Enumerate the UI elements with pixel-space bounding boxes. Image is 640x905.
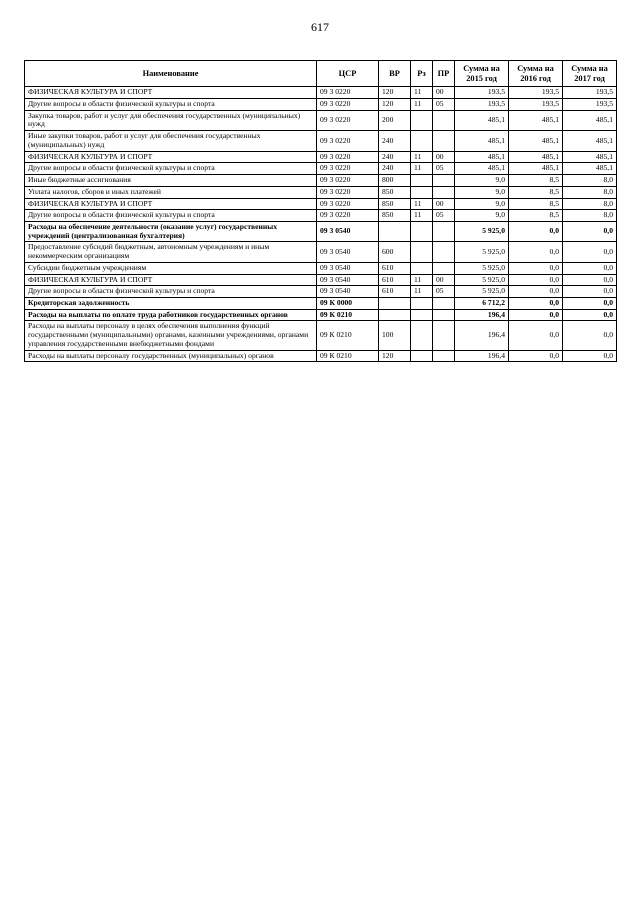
cell-rz <box>411 262 433 274</box>
cell-sum2015: 196,4 <box>455 309 509 321</box>
cell-vr: 850 <box>379 210 411 222</box>
table-header-row <box>25 61 617 87</box>
cell-name: Иные бюджетные ассигнования <box>25 175 317 187</box>
cell-sum2016: 193,5 <box>509 87 563 99</box>
cell-rz <box>411 186 433 198</box>
cell-sum2016: 0,0 <box>509 262 563 274</box>
cell-sum2016: 485,1 <box>509 163 563 175</box>
table-row <box>25 286 617 298</box>
cell-sum2015: 485,1 <box>455 163 509 175</box>
cell-vr: 850 <box>379 198 411 210</box>
cell-pr: 05 <box>433 210 455 222</box>
cell-rz: 11 <box>411 286 433 298</box>
cell-name: Расходы на выплаты персоналу в целях обеспечения выполнения функций государственными (муниципальными) органами, казенными учреждениями, органами управления государственными внебюджетными фондами <box>25 321 317 350</box>
cell-csr: 09 3 0220 <box>317 186 379 198</box>
cell-vr: 120 <box>379 99 411 111</box>
cell-sum2016: 8,5 <box>509 210 563 222</box>
table-row <box>25 242 617 262</box>
cell-name: ФИЗИЧЕСКАЯ КУЛЬТУРА И СПОРТ <box>25 87 317 99</box>
cell-csr: 09 3 0540 <box>317 221 379 241</box>
column-header-csr: ЦСР <box>317 61 379 87</box>
cell-vr: 100 <box>379 321 411 350</box>
table-row <box>25 221 617 241</box>
cell-rz <box>411 110 433 130</box>
cell-rz <box>411 175 433 187</box>
cell-csr: 09 3 0220 <box>317 131 379 151</box>
cell-vr: 120 <box>379 87 411 99</box>
cell-sum2016: 193,5 <box>509 99 563 111</box>
cell-csr: 09 К 0210 <box>317 321 379 350</box>
cell-vr <box>379 221 411 241</box>
cell-vr: 240 <box>379 163 411 175</box>
cell-sum2015: 9,0 <box>455 198 509 210</box>
cell-pr <box>433 242 455 262</box>
cell-pr <box>433 350 455 362</box>
table-row <box>25 99 617 111</box>
cell-name: ФИЗИЧЕСКАЯ КУЛЬТУРА И СПОРТ <box>25 274 317 286</box>
cell-sum2016: 0,0 <box>509 309 563 321</box>
cell-sum2015: 193,5 <box>455 87 509 99</box>
table-row <box>25 131 617 151</box>
cell-rz: 11 <box>411 151 433 163</box>
cell-csr: 09 3 0220 <box>317 210 379 222</box>
cell-sum2016: 8,5 <box>509 198 563 210</box>
cell-rz <box>411 350 433 362</box>
cell-pr <box>433 131 455 151</box>
cell-sum2015: 196,4 <box>455 321 509 350</box>
cell-sum2016: 485,1 <box>509 151 563 163</box>
cell-sum2016: 485,1 <box>509 131 563 151</box>
cell-sum2015: 193,5 <box>455 99 509 111</box>
table-row <box>25 198 617 210</box>
cell-pr: 05 <box>433 286 455 298</box>
cell-sum2016: 0,0 <box>509 274 563 286</box>
table-row <box>25 321 617 350</box>
cell-sum2017: 8,0 <box>563 210 617 222</box>
cell-sum2017: 0,0 <box>563 350 617 362</box>
cell-name: Расходы на выплаты по оплате труда работников государственных органов <box>25 309 317 321</box>
cell-name: Другие вопросы в области физической культуры и спорта <box>25 163 317 175</box>
table-row <box>25 210 617 222</box>
cell-sum2015: 5 925,0 <box>455 274 509 286</box>
table-row <box>25 186 617 198</box>
cell-sum2017: 485,1 <box>563 110 617 130</box>
table-row <box>25 163 617 175</box>
cell-pr <box>433 262 455 274</box>
cell-sum2017: 0,0 <box>563 286 617 298</box>
cell-pr <box>433 110 455 130</box>
cell-sum2017: 485,1 <box>563 163 617 175</box>
cell-vr: 610 <box>379 286 411 298</box>
cell-pr <box>433 321 455 350</box>
cell-vr: 800 <box>379 175 411 187</box>
column-header-sum-2015: Сумма на 2015 год <box>455 61 509 87</box>
cell-sum2017: 0,0 <box>563 309 617 321</box>
cell-vr: 850 <box>379 186 411 198</box>
column-header-pr: ПР <box>433 61 455 87</box>
cell-sum2016: 0,0 <box>509 350 563 362</box>
cell-sum2015: 196,4 <box>455 350 509 362</box>
cell-sum2016: 0,0 <box>509 242 563 262</box>
cell-name: Иные закупки товаров, работ и услуг для обеспечения государственных (муниципальных) нужд <box>25 131 317 151</box>
cell-csr: 09 К 0210 <box>317 309 379 321</box>
cell-csr: 09 3 0540 <box>317 286 379 298</box>
cell-name: ФИЗИЧЕСКАЯ КУЛЬТУРА И СПОРТ <box>25 198 317 210</box>
cell-rz <box>411 321 433 350</box>
cell-rz: 11 <box>411 99 433 111</box>
cell-rz <box>411 131 433 151</box>
cell-rz: 11 <box>411 87 433 99</box>
cell-csr: 09 3 0220 <box>317 87 379 99</box>
cell-sum2015: 5 925,0 <box>455 221 509 241</box>
cell-csr: 09 К 0210 <box>317 350 379 362</box>
cell-pr: 00 <box>433 274 455 286</box>
cell-name: Кредиторская задолженность <box>25 297 317 309</box>
cell-vr: 240 <box>379 151 411 163</box>
cell-sum2017: 193,5 <box>563 87 617 99</box>
cell-sum2015: 485,1 <box>455 131 509 151</box>
cell-rz: 11 <box>411 198 433 210</box>
cell-pr <box>433 309 455 321</box>
cell-csr: 09 3 0540 <box>317 274 379 286</box>
cell-sum2016: 0,0 <box>509 286 563 298</box>
table-body <box>25 87 617 362</box>
cell-sum2017: 8,0 <box>563 175 617 187</box>
cell-vr: 600 <box>379 242 411 262</box>
cell-csr: 09 3 0220 <box>317 198 379 210</box>
cell-rz: 11 <box>411 210 433 222</box>
cell-pr: 00 <box>433 198 455 210</box>
cell-vr: 200 <box>379 110 411 130</box>
cell-rz <box>411 242 433 262</box>
page-number: 617 <box>311 20 329 34</box>
cell-name: Закупка товаров, работ и услуг для обеспечения государственных (муниципальных) нужд <box>25 110 317 130</box>
cell-sum2017: 0,0 <box>563 221 617 241</box>
cell-sum2017: 0,0 <box>563 262 617 274</box>
cell-csr: 09 3 0220 <box>317 175 379 187</box>
table-row <box>25 110 617 130</box>
cell-sum2016: 0,0 <box>509 297 563 309</box>
cell-csr: 09 3 0540 <box>317 262 379 274</box>
cell-sum2016: 485,1 <box>509 110 563 130</box>
cell-sum2015: 9,0 <box>455 175 509 187</box>
cell-csr: 09 3 0220 <box>317 163 379 175</box>
cell-rz <box>411 297 433 309</box>
cell-rz <box>411 309 433 321</box>
cell-csr: 09 3 0220 <box>317 151 379 163</box>
cell-pr <box>433 175 455 187</box>
budget-table <box>24 60 617 362</box>
cell-sum2016: 0,0 <box>509 321 563 350</box>
cell-sum2015: 9,0 <box>455 186 509 198</box>
cell-vr: 120 <box>379 350 411 362</box>
table-row <box>25 297 617 309</box>
cell-sum2016: 0,0 <box>509 221 563 241</box>
cell-pr: 00 <box>433 87 455 99</box>
cell-sum2017: 193,5 <box>563 99 617 111</box>
cell-sum2015: 485,1 <box>455 151 509 163</box>
cell-name: Другие вопросы в области физической культуры и спорта <box>25 210 317 222</box>
cell-sum2015: 5 925,0 <box>455 262 509 274</box>
column-header-sum-2017: Сумма на 2017 год <box>563 61 617 87</box>
cell-sum2017: 8,0 <box>563 186 617 198</box>
cell-pr: 00 <box>433 151 455 163</box>
cell-name: ФИЗИЧЕСКАЯ КУЛЬТУРА И СПОРТ <box>25 151 317 163</box>
cell-vr <box>379 297 411 309</box>
cell-pr: 05 <box>433 163 455 175</box>
cell-vr: 610 <box>379 262 411 274</box>
column-header-sum-2016: Сумма на 2016 год <box>509 61 563 87</box>
table-row <box>25 274 617 286</box>
cell-vr: 240 <box>379 131 411 151</box>
cell-vr: 610 <box>379 274 411 286</box>
cell-sum2017: 485,1 <box>563 131 617 151</box>
cell-pr <box>433 186 455 198</box>
cell-name: Расходы на выплаты персоналу государственных (муниципальных) органов <box>25 350 317 362</box>
cell-name: Предоставление субсидий бюджетным, автономным учреждениям и иным некоммерческим организациям <box>25 242 317 262</box>
cell-sum2015: 5 925,0 <box>455 286 509 298</box>
table-row <box>25 175 617 187</box>
cell-sum2016: 8,5 <box>509 186 563 198</box>
cell-sum2016: 8,5 <box>509 175 563 187</box>
cell-vr <box>379 309 411 321</box>
cell-pr <box>433 297 455 309</box>
cell-sum2017: 485,1 <box>563 151 617 163</box>
cell-sum2015: 5 925,0 <box>455 242 509 262</box>
cell-csr: 09 К 0000 <box>317 297 379 309</box>
cell-sum2017: 0,0 <box>563 274 617 286</box>
cell-sum2015: 9,0 <box>455 210 509 222</box>
cell-sum2015: 6 712,2 <box>455 297 509 309</box>
cell-sum2017: 0,0 <box>563 297 617 309</box>
table-row <box>25 151 617 163</box>
cell-name: Субсидии бюджетным учреждениям <box>25 262 317 274</box>
table-row <box>25 262 617 274</box>
cell-csr: 09 3 0220 <box>317 110 379 130</box>
column-header-vr: ВР <box>379 61 411 87</box>
cell-name: Уплата налогов, сборов и иных платежей <box>25 186 317 198</box>
cell-csr: 09 3 0540 <box>317 242 379 262</box>
cell-sum2017: 0,0 <box>563 242 617 262</box>
table-row <box>25 309 617 321</box>
cell-name: Другие вопросы в области физической культуры и спорта <box>25 99 317 111</box>
cell-name: Расходы на обеспечение деятельности (оказание услуг) государственных учреждений (централизованная бухгалтерия) <box>25 221 317 241</box>
table-row <box>25 350 617 362</box>
table-row <box>25 87 617 99</box>
cell-sum2017: 0,0 <box>563 321 617 350</box>
cell-pr: 05 <box>433 99 455 111</box>
cell-rz <box>411 221 433 241</box>
cell-sum2017: 8,0 <box>563 198 617 210</box>
cell-rz: 11 <box>411 163 433 175</box>
cell-name: Другие вопросы в области физической культуры и спорта <box>25 286 317 298</box>
cell-pr <box>433 221 455 241</box>
column-header-rz: Рз <box>411 61 433 87</box>
cell-rz: 11 <box>411 274 433 286</box>
cell-sum2015: 485,1 <box>455 110 509 130</box>
cell-csr: 09 3 0220 <box>317 99 379 111</box>
column-header-name: Наименование <box>25 61 317 87</box>
